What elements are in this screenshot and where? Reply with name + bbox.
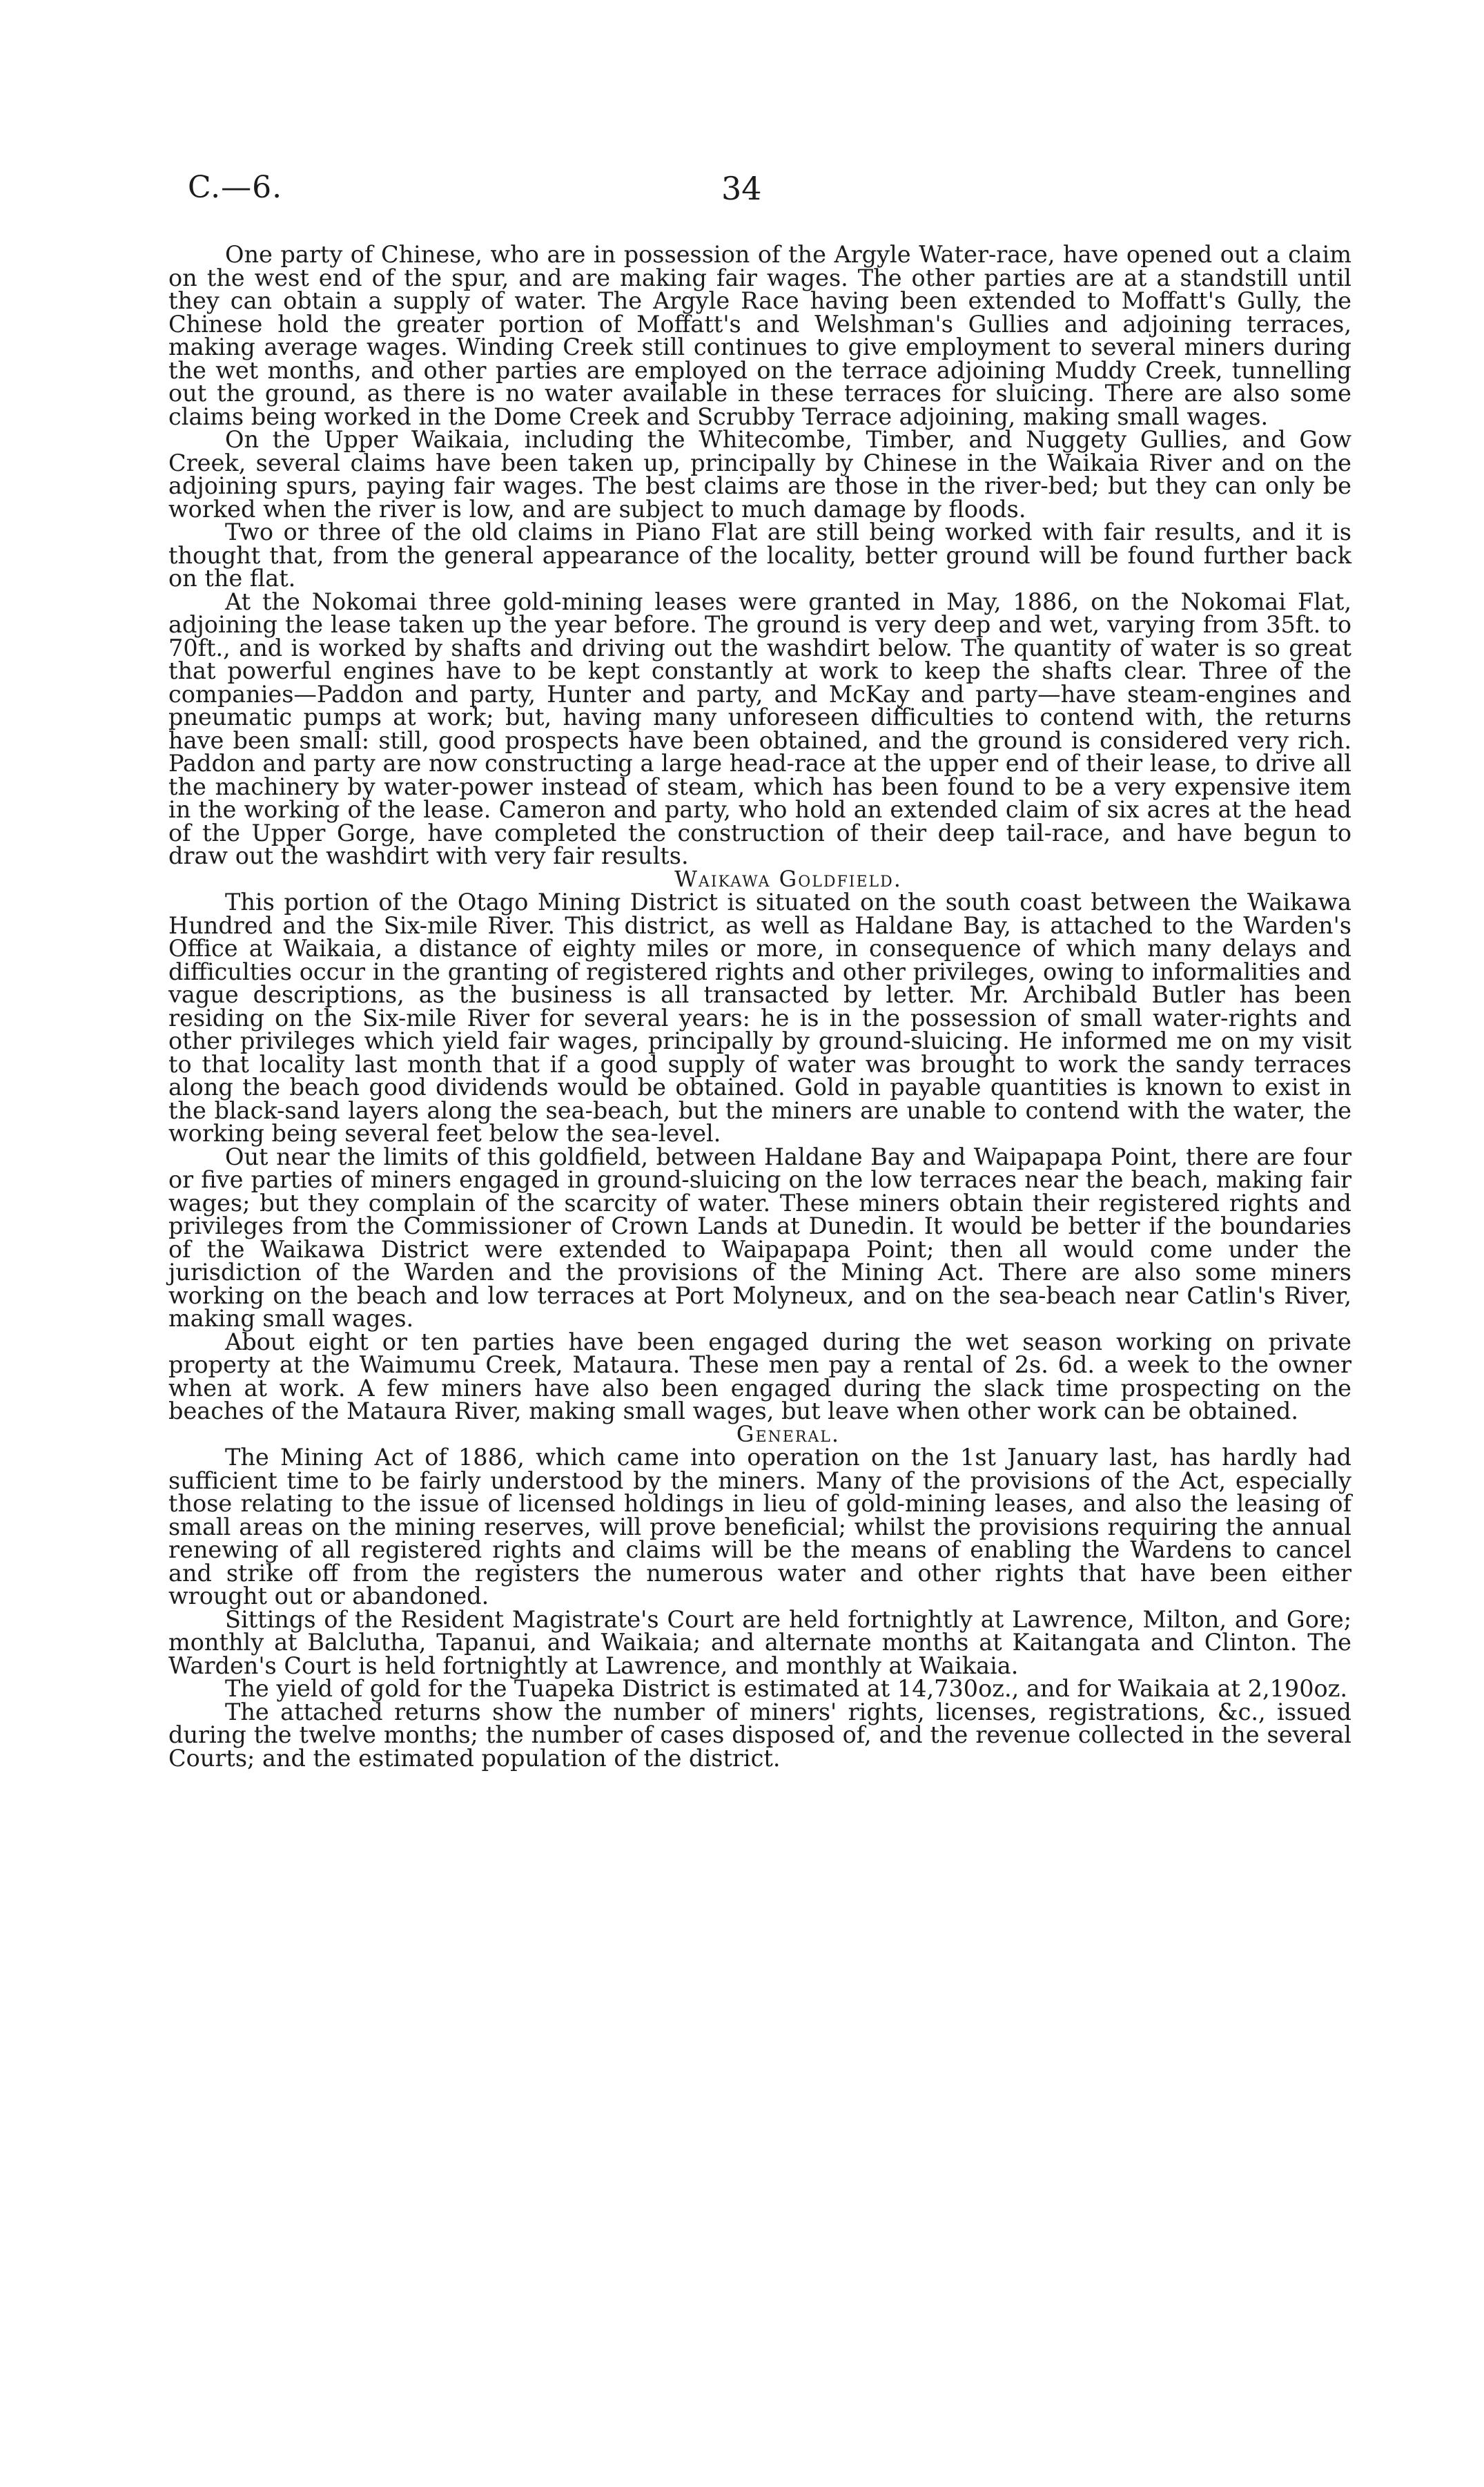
page-header [0,170,1484,211]
section-heading-general: General. [736,1420,841,1447]
page-number: 34 [721,170,762,207]
paragraph: Sittings of the Resident Magistrate's Court are held fortnightly at Lawrence, Milton, and Gore; monthly at Balclutha, Tapanui, and Waikaia; and alternate months at Kaitangata and Clinton. The Warden's Court is held fortnightly at Lawrence, and monthly at Waikaia. [168,1605,1351,1679]
paragraph: The yield of gold for the Tuapeka District is estimated at 14,730oz., and for Waikaia at 2,190oz. [225,1675,1348,1702]
page-body [168,243,1351,1770]
paragraph: This portion of the Otago Mining District is situated on the south coast between the Waikawa Hundred and the Six-mile River. This district, as well as Haldane Bay, is attached to the Warden's Office at Waikaia, a distance of eighty miles or more, in consequence of which many delays and difficulties occur in the granting of registered rights and other privileges, owing to informalities and vague descriptions, as the business is all transacted by letter. Mr. Archibald Butler has been residing on the Six-mile River for several years: he is in the possession of small water-rights and other privileges which yield fair wages, principally by ground-sluicing. He informed me on my visit to that locality last month that if a good supply of water was brought to work the sandy terraces along the beach good dividends would be obtained. Gold in payable quantities is known to exist in the black-sand layers along the sea-beach, but the miners are unable to contend with the water, the working being several feet below the sea-level. [168,889,1351,1147]
document-code: C.—6. [188,170,283,205]
paragraph: On the Upper Waikaia, including the Whitecombe, Timber, and Nuggety Gullies, and Gow Creek, several claims have been taken up, principally by Chinese in the Waikaia River and on the adjoining spurs, paying fair wages. The best claims are those in the river-bed; but they can only be worked when the river is low, and are subject to much damage by floods. [168,426,1351,523]
paragraph: The attached returns show the number of miners' rights, licenses, registrations, &c., issued during the twelve months; the number of cases disposed of, and the revenue collected in the several Courts; and the estimated population of the district. [168,1698,1351,1772]
section-heading-waikawa: Waikawa Goldfield. [674,865,902,892]
paragraph: One party of Chinese, who are in possession of the Argyle Water-race, have opened out a claim on the west end of the spur, and are making fair wages. The other parties are at a standstill until they can obtain a supply of water. The Argyle Race having been extended to Moffatt's Gully, the Chinese hold the greater portion of Moffatt's and Welshman's Gullies and adjoining terraces, making average wages. Winding Creek still continues to give employment to several miners during the wet months, and other parties are employed on the terrace adjoining Muddy Creek, tunnelling out the ground, as there is no water available in these terraces for sluicing. There are also some claims being worked in the Dome Creek and Scrubby Terrace adjoining, making small wages. [168,241,1351,430]
paragraph: The Mining Act of 1886, which came into operation on the 1st January last, has hardly had sufficient time to be fairly understood by the miners. Many of the provisions of the Act, especially those relating to the issue of licensed holdings in lieu of gold-mining leases, and also the leasing of small areas on the mining reserves, will prove beneficial; whilst the provisions requiring the annual renewing of all registered rights and claims will be the means of enabling the Wardens to cancel and strike off from the registers the numerous water and other rights that have been either wrought out or abandoned. [168,1444,1351,1609]
paragraph: At the Nokomai three gold-mining leases were granted in May, 1886, on the Nokomai Flat, adjoining the lease taken up the year before. The ground is very deep and wet, varying from 35ft. to 70ft., and is worked by shafts and driving out the washdirt below. The quantity of water is so great that powerful engines have to be kept constantly at work to keep the shafts clear. Three of the companies—Paddon and party, Hunter and party, and McKay and party—have steam-engines and pneumatic pumps at work; but, having many unforeseen difficulties to contend with, the returns have been small: still, good prospects have been obtained, and the ground is considered very rich. Paddon and party are now constructing a large head-race at the upper end of their lease, to drive all the machinery by water-power instead of steam, which has been found to be a very expensive item in the working of the lease. Cameron and party, who hold an extended claim of six acres at the head of the Upper Gorge, have completed the construction of their deep tail-race, and have begun to draw out the washdirt with very fair results. [168,588,1351,869]
paragraph: Out near the limits of this goldfield, between Haldane Bay and Waipapapa Point, there are four or five parties of miners engaged in ground-sluicing on the low terraces near the beach, making fair wages; but they complain of the scarcity of water. These miners obtain their registered rights and privileges from the Commissioner of Crown Lands at Dunedin. It would be better if the boundaries of the Waikawa District were extended to Waipapapa Point; then all would come under the jurisdiction of the Warden and the provisions of the Mining Act. There are also some miners working on the beach and low terraces at Port Molyneux, and on the sea-beach near Catlin's River, making small wages. [168,1143,1351,1332]
paragraph: About eight or ten parties have been engaged during the wet season working on private property at the Waimumu Creek, Mataura. These men pay a rental of 2s. 6d. a week to the owner when at work. A few miners have also been engaged during the slack time prospecting on the beaches of the Mataura River, making small wages, but leave when other work can be obtained. [168,1328,1351,1424]
paragraph: Two or three of the old claims in Piano Flat are still being worked with fair results, and it is thought that, from the general appearance of the locality, better ground will be found further back on the flat. [168,519,1351,592]
